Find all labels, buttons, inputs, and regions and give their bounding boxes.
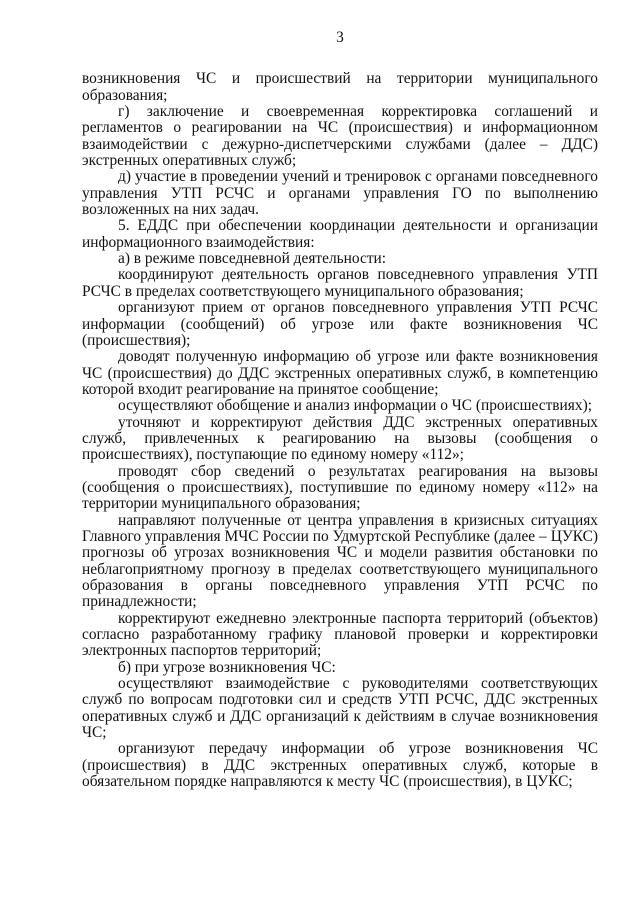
paragraph: б) при угрозе возникновения ЧС: <box>118 658 336 676</box>
paragraph: возникновения ЧС и происшествий на территории муниципального образования; <box>82 70 598 104</box>
document-body <box>82 71 598 790</box>
paragraph: координируют деятельность органов повседневного управления УТП РСЧС в пределах соответствующего муниципального образования; <box>82 266 598 300</box>
paragraph: доводят полученную информацию об угрозе или факте возникновения ЧС (происшествия) до ДДС экстренных оперативных служб, в компетенцию которой входит реагирование на принятое сообщение; <box>82 348 598 398</box>
paragraph: уточняют и корректируют действия ДДС экстренных оперативных служб, привлеченных к реагированию на вызовы (сообщения о происшествиях), поступающие по единому номеру «112»; <box>82 413 598 464</box>
paragraph: организуют передачу информации об угрозе возникновения ЧС (происшествия) в ДДС экстренных оперативных служб, которые в обязательном порядке направляются к месту ЧС (происшествия), в ЦУКС; <box>82 740 598 791</box>
paragraph: корректируют ежедневно электронные паспорта территорий (объектов) согласно разработанному графику плановой проверки и корректировки электронных паспортов территорий; <box>82 609 598 660</box>
paragraph: д) участие в проведении учений и тренировок с органами повседневного управления УТП РСЧС и органами управления ГО по выполнению возложенных на них задач. <box>82 168 598 219</box>
paragraph: организуют прием от органов повседневного управления УТП РСЧС информации (сообщений) об угрозе или факте возникновения ЧС (происшествия); <box>82 299 598 349</box>
paragraph: а) в режиме повседневной деятельности: <box>118 250 387 268</box>
paragraph: направляют полученные от центра управления в кризисных ситуациях Главного управления МЧС России по Удмуртской Республике (далее – ЦУКС) прогнозы об угрозах возникновения ЧС и модели развития обстановки по неблагоприятному прогнозу в пределах соответствующего муниципального образования в органы повседневного управления УТП РСЧС по принадлежности; <box>82 511 598 611</box>
document-page <box>82 30 598 790</box>
page-number: 3 <box>336 29 344 46</box>
paragraph: осуществляют обобщение и анализ информации о ЧС (происшествиях); <box>118 397 592 415</box>
paragraph: г) заключение и своевременная корректировка соглашений и регламентов о реагировании на ЧС (происшествия) и информационном взаимодействии с дежурно-диспетчерскими службами (далее – ДДС) экстренных оперативных служб; <box>82 103 598 170</box>
paragraph: проводят сбор сведений о результатах реагирования на вызовы (сообщения о происшествиях), поступившие по единому номеру «112» на территории муниципального образования; <box>82 462 598 513</box>
paragraph: осуществляют взаимодействие с руководителями соответствующих служб по вопросам подготовки сил и средств УТП РСЧС, ДДС экстренных оперативных служб и ДДС организаций к действиям в случае возникновения ЧС; <box>82 675 598 742</box>
paragraph: 5. ЕДДС при обеспечении координации деятельности и организации информационного взаимодействия: <box>82 217 598 251</box>
